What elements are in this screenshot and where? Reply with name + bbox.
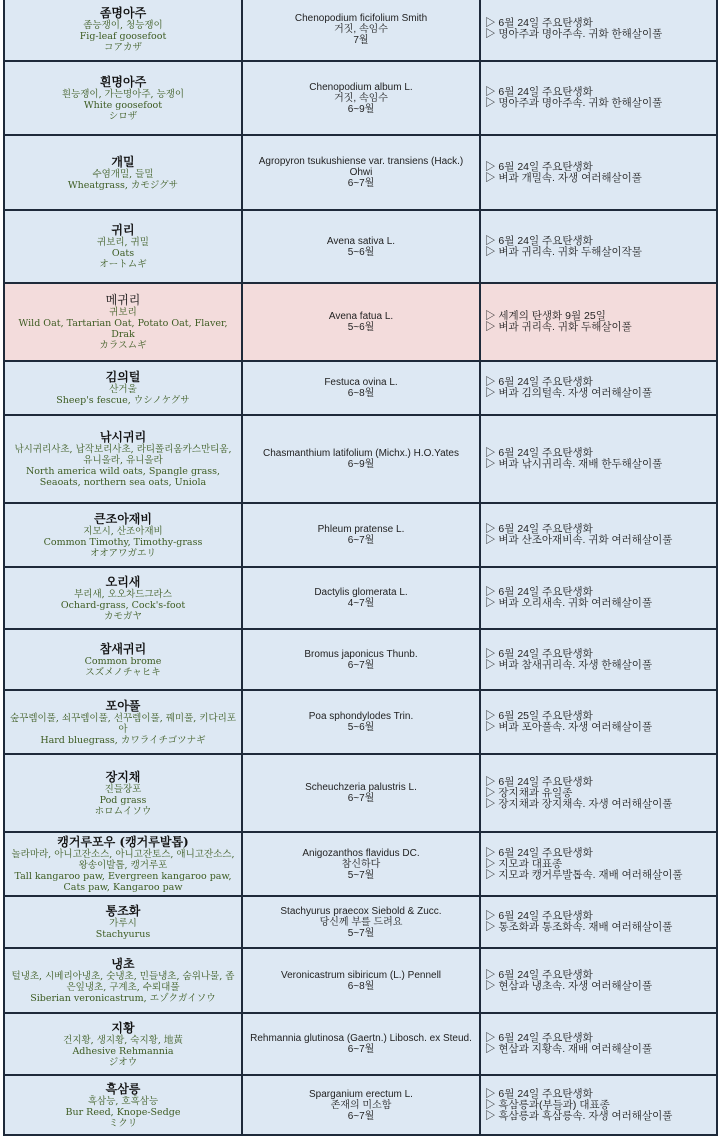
note-line: ▷ 지모과 캥거루발톱속. 재배 여러해살이풀 [485, 868, 683, 881]
table-row [4, 1075, 717, 1135]
bloom-period: 6~7월 [347, 793, 375, 804]
note-line: ▷ 벼과 귀리속. 귀화 두해살이풀 [485, 321, 632, 333]
note-line: ▷ 6월 24일 주요탄생화 [485, 846, 593, 859]
note-line: ▷ 벼과 개밀속. 자생 여러해살이풀 [485, 171, 642, 184]
note-line: ▷ 6월 24일 주요탄생화 [485, 647, 593, 660]
alias-names: 진들장포 [104, 783, 142, 795]
note-line: ▷ 6월 24일 주요탄생화 [485, 160, 593, 173]
korean-name: 귀리 [111, 223, 135, 237]
alias-names: 놀라마라, 아니고잔소스, 아니고잔토스, 애니고잔소스, 왕송이발톱, 캥거루포 [11, 849, 235, 871]
alias-names: 귀보리 [109, 307, 137, 318]
english-name: Ochard-grass, Cock's-foot [60, 599, 186, 611]
name-cell [4, 210, 242, 283]
note-line: ▷ 6월 25일 주요탄생화 [485, 710, 593, 722]
table-row [4, 135, 717, 210]
name-cell [4, 948, 242, 1013]
note-line: ▷ 벼과 포아풀속. 자생 여러해살이풀 [485, 721, 653, 733]
table-row [4, 629, 717, 690]
notes-cell [480, 754, 717, 832]
scientific-cell [242, 210, 480, 283]
english-name: Wheatgrass, カモジグサ [67, 179, 179, 191]
alias-names: 좀능쟁이, 청능쟁이 [83, 19, 163, 31]
scientific-name: Chenopodium ficifolium Smith [294, 12, 428, 24]
scientific-name: Dactylis glomerata L. [314, 587, 408, 598]
table-row [4, 210, 717, 283]
english-name: Siberian veronicastrum, エゾクガイソウ [30, 993, 216, 1004]
name-cell [4, 567, 242, 629]
korean-name: 냉초 [111, 957, 135, 971]
scientific-cell [242, 948, 480, 1013]
english-name: Hard bluegrass, カワライチゴツナギ [40, 734, 206, 746]
alias-names: 가루시 [109, 918, 137, 929]
scientific-name: Chenopodium album L. [309, 81, 413, 93]
note-line: ▷ 6월 24일 주요탄생화 [485, 1032, 593, 1044]
scientific-cell [242, 832, 480, 896]
notes-cell [480, 283, 717, 361]
bloom-period: 5~7월 [347, 927, 375, 939]
scientific-cell [242, 61, 480, 135]
note-line: ▷ 현삼과 냉초속. 자생 여러해살이풀 [485, 979, 653, 992]
scientific-cell [242, 754, 480, 832]
japanese-name: スズメノチャヒキ [85, 666, 161, 678]
bloom-period: 5~6월 [347, 246, 375, 258]
japanese-name: オオアワガエリ [90, 547, 156, 559]
note-line: ▷ 6월 24일 주요탄생화 [485, 86, 593, 98]
english-name: Bur Reed, Knope-Sedge [65, 1106, 181, 1118]
table-row [4, 283, 717, 361]
korean-name: 큰조아재비 [94, 511, 152, 526]
notes-cell [480, 415, 717, 503]
scientific-cell [242, 503, 480, 567]
scientific-cell [242, 629, 480, 690]
scientific-cell [242, 0, 480, 61]
bloom-period: 6~8월 [347, 388, 375, 399]
scientific-name: Veronicastrum sibiricum (L.) Pennell [280, 969, 442, 981]
name-cell [4, 135, 242, 210]
korean-name: 개밀 [111, 154, 135, 169]
bloom-period: 6~9월 [347, 103, 375, 115]
english-name: Pod grass [99, 794, 147, 806]
name-cell [4, 1013, 242, 1075]
alias-names: 산거울 [109, 384, 137, 395]
flower-meaning: 참신하다 [341, 858, 381, 870]
table-row [4, 1013, 717, 1075]
scientific-name: Festuca ovina L. [324, 377, 398, 388]
bloom-period: 5~6월 [347, 322, 375, 333]
table-row [4, 0, 717, 61]
alias-names: 흰능쟁이, 가는명아주, 능쟁이 [61, 88, 185, 100]
note-line: ▷ 장지채과 유일종 [485, 786, 573, 799]
english-name: Common brome [84, 655, 162, 667]
scientific-cell [242, 690, 480, 754]
english-name: Sheep's fescue, ウシノケグサ [56, 395, 190, 406]
english-name: Oats [111, 248, 135, 259]
alias-names: 숲꾸렘이풀, 쇠꾸렘이풀, 선꾸렘이풀, 꿰미풀, 키다리포아 [9, 712, 237, 735]
japanese-name: シロザ [108, 110, 138, 122]
scientific-name: Avena fatua L. [328, 311, 394, 322]
scientific-name: Rehmannia glutinosa (Gaertn.) Libosch. ex Steud. [250, 1033, 472, 1044]
name-cell [4, 629, 242, 690]
note-line: ▷ 흑삼릉과(부들과) 대표종 [485, 1098, 610, 1111]
scientific-name: Chasmanthium latifolium (Michx.) H.O.Yates [263, 448, 459, 459]
korean-name: 참새귀리 [99, 641, 147, 656]
notes-cell [480, 210, 717, 283]
korean-name: 포아풀 [105, 698, 141, 713]
alias-names: 귀보리, 귀밀 [97, 237, 149, 248]
korean-name: 지황 [111, 1020, 135, 1035]
name-cell [4, 503, 242, 567]
note-line: ▷ 6월 24일 주요탄생화 [485, 1087, 593, 1100]
bloom-period: 6~7월 [347, 659, 375, 671]
note-line: ▷ 장지채과 장지채속. 자생 여러해살이풀 [485, 797, 673, 810]
scientific-cell [242, 283, 480, 361]
korean-name: 낚시귀리 [99, 430, 147, 444]
notes-cell [480, 0, 717, 61]
japanese-name: カラスムギ [99, 340, 147, 351]
english-name: White goosefoot [83, 99, 163, 111]
bloom-period: 5~6월 [347, 722, 375, 733]
alias-names: 낚시귀리사초, 납작보리사초, 라티폴리움카스만티움, 유니올라, 유니올라 [14, 444, 232, 466]
note-line: ▷ 통조화과 통조화속. 재배 여러해살이풀 [485, 921, 673, 933]
note-line: ▷ 벼과 김의털속. 자생 여러해살이풀 [485, 387, 653, 399]
table-row [4, 948, 717, 1013]
note-line: ▷ 벼과 귀리속. 귀화 두해살이작물 [485, 245, 642, 258]
bloom-period: 6~9월 [347, 459, 375, 470]
notes-cell [480, 690, 717, 754]
name-cell [4, 1075, 242, 1135]
notes-cell [480, 832, 717, 896]
note-line: ▷ 벼과 낚시귀리속. 재배 한두해살이풀 [485, 458, 663, 470]
bloom-period: 6~8월 [347, 980, 375, 992]
notes-cell [480, 361, 717, 415]
english-name: Tall kangaroo paw, Evergreen kangaroo paw, Cats paw, Kangaroo paw [14, 871, 232, 893]
bloom-period: 5~7월 [347, 869, 375, 881]
note-line: ▷ 6월 24일 주요탄생화 [485, 447, 593, 459]
english-name: North america wild oats, Spangle grass, Seaoats, northern sea oats, Uniola [25, 466, 221, 488]
alias-names: 털냉초, 시베리아냉초, 숫냉초, 민들냉초, 숨위나물, 좁은잎냉초, 구계초, 수뢰대풀 [11, 971, 235, 993]
note-line: ▷ 6월 24일 주요탄생화 [485, 523, 593, 535]
table-row [4, 361, 717, 415]
alias-names: 수염개밀, 들밀 [92, 168, 154, 180]
note-line: ▷ 6월 24일 주요탄생화 [485, 968, 593, 981]
table-row [4, 503, 717, 567]
korean-name: 캥거루포우 (캥거루발톱) [57, 835, 189, 849]
note-line: ▷ 6월 24일 주요탄생화 [485, 775, 593, 788]
scientific-name: Anigozanthos flavidus DC. [302, 847, 420, 859]
korean-name: 오리새 [105, 574, 141, 589]
notes-cell [480, 629, 717, 690]
flower-meaning: 거짓, 속임수 [334, 23, 388, 35]
bloom-period: 6~7월 [347, 178, 375, 189]
note-line: ▷ 벼과 참새귀리속. 자생 한해살이풀 [485, 658, 653, 671]
notes-cell [480, 503, 717, 567]
note-line: ▷ 6월 24일 주요탄생화 [485, 17, 593, 29]
note-line: ▷ 흑삼릉과 흑삼릉속. 자생 여러해살이풀 [485, 1109, 673, 1122]
table-row [4, 690, 717, 754]
alias-names: 지모시, 산조아재비 [83, 525, 163, 537]
korean-name: 메귀리 [105, 293, 141, 307]
flower-meaning: 당신께 부를 드려요 [319, 916, 403, 928]
alias-names: 건지황, 생지황, 숙지황, 地黃 [63, 1034, 183, 1046]
japanese-name: カモガヤ [103, 610, 142, 622]
note-line: ▷ 지모과 대표종 [485, 857, 563, 870]
note-line: ▷ 6월 24일 주요탄생화 [485, 910, 593, 922]
english-name: Stachyurus [95, 929, 151, 940]
notes-cell [480, 948, 717, 1013]
table-row [4, 896, 717, 948]
scientific-name: Sparganium erectum L. [309, 1088, 413, 1100]
flower-meaning: 존재의 미소함 [330, 1099, 392, 1111]
scientific-cell [242, 567, 480, 629]
name-cell [4, 61, 242, 135]
korean-name: 흑삼릉 [105, 1081, 141, 1096]
name-cell [4, 415, 242, 503]
scientific-name: Phleum pratense L. [317, 524, 405, 535]
scientific-name: Stachyurus praecox Siebold & Zucc. [280, 905, 442, 917]
name-cell [4, 0, 242, 61]
scientific-name: Avena sativa L. [326, 235, 396, 247]
korean-name: 김의털 [105, 370, 141, 384]
scientific-cell [242, 896, 480, 948]
english-name: Fig-leaf goosefoot [79, 30, 167, 42]
scientific-name: Bromus japonicus Thunb. [304, 648, 418, 660]
scientific-name: Scheuchzeria palustris L. [305, 782, 417, 793]
korean-name: 좀명아주 [99, 5, 147, 20]
korean-name: 통조화 [105, 904, 141, 918]
notes-cell [480, 1075, 717, 1135]
korean-name: 장지채 [105, 769, 141, 784]
name-cell [4, 896, 242, 948]
japanese-name: ジオウ [108, 1056, 138, 1068]
english-name: Wild Oat, Tartarian Oat, Potato Oat, Flaver, Drak [18, 318, 228, 340]
japanese-name: ホロムイソウ [94, 805, 152, 817]
table-row [4, 61, 717, 135]
alias-names: 흑삼능, 호흑삼능 [87, 1095, 159, 1107]
scientific-cell [242, 361, 480, 415]
note-line: ▷ 명아주과 명아주속. 귀화 한해살이풀 [485, 28, 663, 40]
alias-names: 부리새, 오오차드그라스 [74, 588, 172, 600]
flower-meaning: 거짓, 속임수 [334, 92, 388, 104]
notes-cell [480, 567, 717, 629]
name-cell [4, 690, 242, 754]
scientific-cell [242, 135, 480, 210]
notes-cell [480, 135, 717, 210]
name-cell [4, 754, 242, 832]
english-name: Adhesive Rehmannia [72, 1045, 174, 1057]
notes-cell [480, 61, 717, 135]
japanese-name: オートムギ [99, 259, 147, 270]
english-name: Common Timothy, Timothy-grass [43, 536, 203, 548]
bloom-period: 6~7월 [347, 535, 375, 546]
note-line: ▷ 6월 24일 주요탄생화 [485, 234, 593, 247]
scientific-cell [242, 1013, 480, 1075]
note-line: ▷ 벼과 산조아재비속. 귀화 여러해살이풀 [485, 534, 673, 546]
table-row [4, 567, 717, 629]
name-cell [4, 283, 242, 361]
bloom-period: 6~7월 [347, 1044, 375, 1055]
japanese-name: ミクリ [108, 1117, 138, 1129]
note-line: ▷ 6월 24일 주요탄생화 [485, 376, 593, 388]
bloom-period: 7월 [353, 34, 369, 46]
scientific-name: Poa sphondylodes Trin. [308, 711, 414, 722]
notes-cell [480, 896, 717, 948]
table-row [4, 415, 717, 503]
scientific-name: Agropyron tsukushiense var. transiens (Hack.) Ohwi [258, 156, 464, 178]
name-cell [4, 361, 242, 415]
name-cell [4, 832, 242, 896]
scientific-cell [242, 415, 480, 503]
note-line: ▷ 6월 24일 주요탄생화 [485, 586, 593, 598]
note-line: ▷ 명아주과 명아주속. 귀화 한해살이풀 [485, 97, 663, 109]
notes-cell [480, 1013, 717, 1075]
note-line: ▷ 벼과 오리새속. 귀화 여러해살이풀 [485, 597, 653, 609]
plant-table [3, 0, 718, 1136]
note-line: ▷ 세계의 탄생화 9월 25일 [485, 310, 606, 322]
korean-name: 흰명아주 [99, 74, 147, 89]
bloom-period: 6~7월 [347, 1110, 375, 1122]
note-line: ▷ 현삼과 지황속. 재배 여러해살이풀 [485, 1043, 653, 1055]
japanese-name: コアカザ [104, 41, 142, 53]
bloom-period: 4~7월 [347, 598, 375, 609]
scientific-cell [242, 1075, 480, 1135]
table-row [4, 832, 717, 896]
table-row [4, 754, 717, 832]
